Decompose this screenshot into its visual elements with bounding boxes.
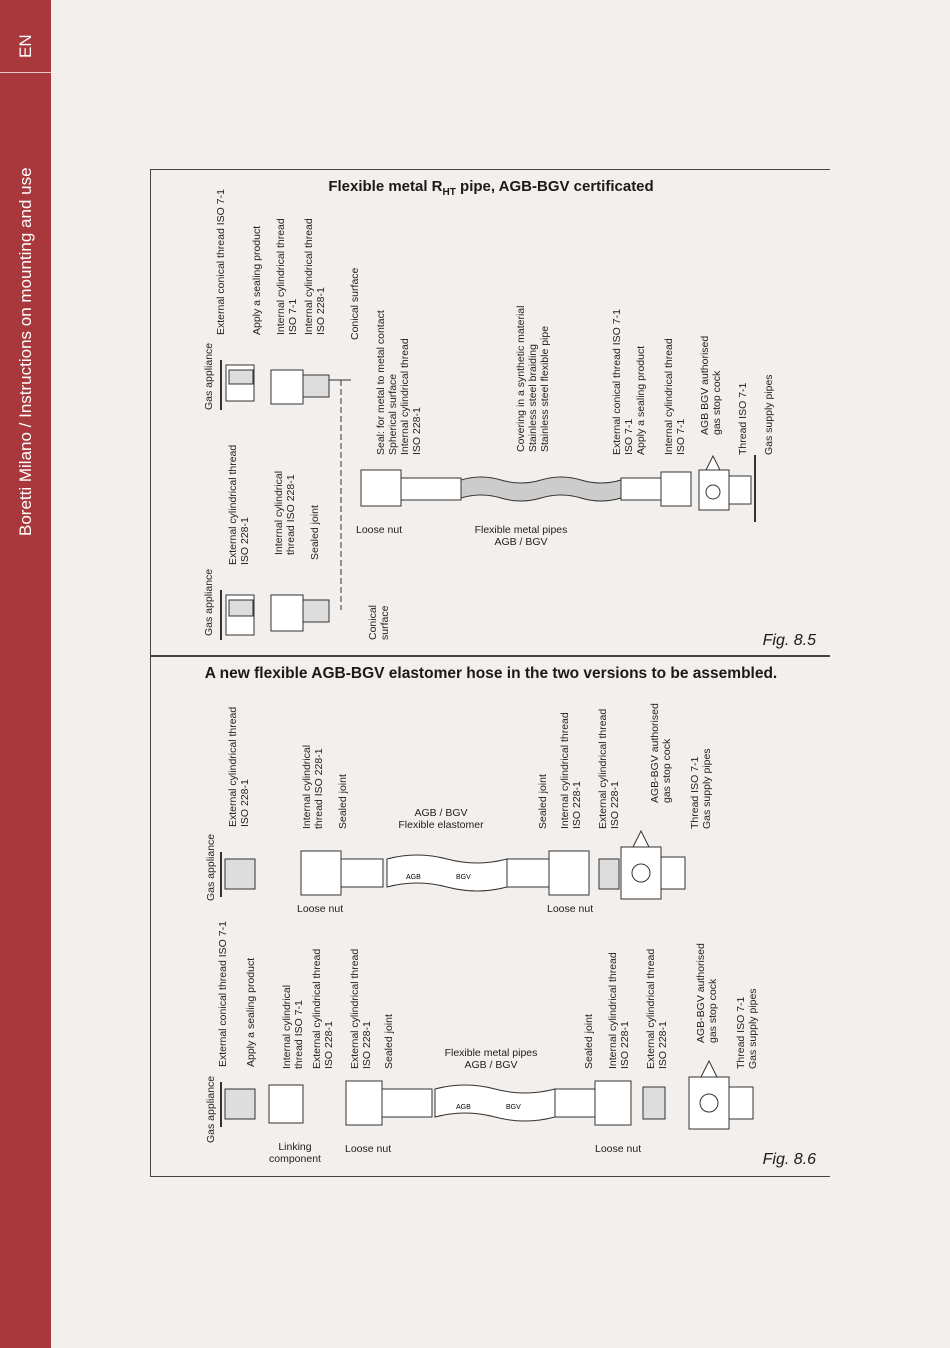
label-thread71: Thread ISO 7-1 [737,382,749,455]
pipe-end-left [401,478,461,500]
label-loose-nut-4: Loose nut [595,1143,642,1155]
label-apply-sealing-lower: Apply a sealing product [245,957,257,1067]
label-ext-conical-lower: External conical thread ISO 7-1 [217,921,229,1067]
label-linking: Linking component [269,1141,321,1165]
sidebar-divider [0,72,51,73]
nut-lower-left [346,1081,382,1125]
label-int-cyl: Internal cylindrical thread ISO 228-1 [301,744,325,829]
label-ext-cyl-228: External cylindrical thread ISO 228-1 [227,444,251,565]
label-int-cyl-2: Internal cylindrical thread ISO 228-1 [559,712,583,829]
label-sealed-joint-1: Sealed joint [337,774,349,829]
loose-nut-shape [361,470,401,506]
label-elastomer: AGB / BGV Flexible elastomer [398,807,484,831]
stopcock-upper-handle [633,831,649,847]
label-stopcock-lower: AGB-BGV authorised gas stop cock [695,943,719,1043]
adapter-thread-bottom [303,600,329,622]
nut-upper-right [549,851,589,895]
label-int-cyl-5: Internal cylindrical thread ISO 228-1 [607,952,631,1069]
label-flex-pipes: Flexible metal pipes AGB / BGV [474,524,568,548]
label-ext-conical-b: External conical thread ISO 7-1 ISO 7-1 Apply a sealing product [611,309,647,455]
label-sealed-joint-4: Sealed joint [583,1014,595,1069]
flexible-pipe [461,477,621,501]
label-ext-cyl-3: External cylindrical thread ISO 228-1 [311,948,335,1069]
stopcock-lower-badge [700,1094,718,1112]
adapter-bottom [271,595,303,631]
sidebar [0,0,51,1348]
label-stopcock: AGB BGV authorised gas stop cock [699,335,723,435]
label-sealed-joint-2: Sealed joint [537,774,549,829]
badge-bgv-lower: BGV [506,1104,521,1111]
label-int-cyl-thread: Internal cylindrical thread ISO 228-1 [273,470,297,555]
label-gas-appliance-top: Gas appliance [203,342,215,410]
thread-top [229,370,253,384]
label-gas-appliance-upper: Gas appliance [205,833,217,901]
nut-upper-left [301,851,341,895]
figure-8-6-title: A new flexible AGB-BGV elastomer hose in the two versions to be assembled. [204,665,778,682]
label-int-cyl-71-c: Internal cylindrical thread ISO 7-1 [663,338,687,455]
stopcock-upper-outlet [661,857,685,889]
label-int-cyl-71: Internal cylindrical thread ISO 7-1 [281,984,305,1069]
stopcock-badge [706,485,720,499]
label-loose-nut: Loose nut [356,524,403,536]
label-ext-cyl: External cylindrical thread ISO 228-1 [227,706,251,827]
appliance-thread-lower [225,1089,255,1119]
label-conical-surface: Conical surface [349,267,361,340]
end-upper-left [341,859,383,887]
figure-8-5-label: Fig. 8.5 [762,632,816,649]
nut-right [661,472,691,506]
appliance-thread-upper [225,859,255,889]
metal-flex-pipe [435,1085,555,1121]
label-thread71-lower: Thread ISO 7-1 Gas supply pipes [735,988,759,1069]
end-lower-left [382,1089,432,1117]
thread-bottom [229,600,253,616]
label-sealed-joint: Sealed joint [309,505,321,560]
linking-component [269,1085,303,1123]
figure-8-6-label: Fig. 8.6 [762,1151,816,1168]
label-seal: Seal: for metal to metal contact Spherical surface Internal cylindrical thread ISO 228-1 [375,310,423,455]
adapter-top [271,370,303,404]
label-gas-appliance-bottom: Gas appliance [203,568,215,636]
stopcock-lower-handle [701,1061,717,1077]
thread-lower-right [643,1087,665,1119]
end-lower-right [555,1089,595,1117]
figure-8-6-panel [150,656,830,1177]
end-upper-right [507,859,549,887]
figure-8-6-drawing [151,657,831,1178]
badge-agb-lower: AGB [456,1104,471,1111]
label-int-cyl-228: Internal cylindrical thread ISO 228-1 [303,218,327,335]
label-covering: Covering in a synthetic material Stainless steel braiding Stainless steel flexible pipe [515,305,551,452]
figure-8-5-panel [150,169,830,656]
label-conical-surface-bottom: Conical surface [367,604,391,640]
label-apply-sealing: Apply a sealing product [251,225,263,335]
pipe-end-right [621,478,661,500]
badge-bgv-upper: BGV [456,874,471,881]
elastomer-hose [387,855,507,891]
language-code: EN [16,34,35,58]
stopcock-lower-outlet [729,1087,753,1119]
badge-agb-upper: AGB [406,874,421,881]
label-supply: Gas supply pipes [763,374,775,455]
label-ext-cyl-2: External cylindrical thread ISO 228-1 [597,708,621,829]
nut-lower-right [595,1081,631,1125]
stopcock-upper-badge [632,864,650,882]
label-ext-conical: External conical thread ISO 7-1 [215,189,227,335]
label-ext-cyl-5: External cylindrical thread ISO 228-1 [645,948,669,1069]
label-loose-nut-1: Loose nut [297,903,344,915]
label-gas-appliance-lower: Gas appliance [205,1075,217,1143]
adapter-thread-top [303,375,329,397]
label-sealed-joint-3: Sealed joint [383,1014,395,1069]
label-int-cyl-71: Internal cylindrical thread ISO 7-1 [275,218,299,335]
sidebar-title: Boretti Milano / Instructions on mounting and use [16,167,35,536]
label-stopcock-upper: AGB-BGV authorised gas stop cock [649,703,673,803]
stopcock-outlet [729,476,751,504]
label-ext-cyl-4: External cylindrical thread ISO 228-1 [349,948,373,1069]
label-loose-nut-3: Loose nut [345,1143,392,1155]
stopcock-handle [706,456,720,470]
label-thread71-upper: Thread ISO 7-1 Gas supply pipes [689,748,713,829]
label-loose-nut-2: Loose nut [547,903,594,915]
thread-upper-right [599,859,619,889]
label-flex-metal: Flexible metal pipes AGB / BGV [444,1047,538,1071]
figure-8-5-title: Flexible metal $R_{HT}$ pipe, AGB-BGV certificated [328,178,654,198]
